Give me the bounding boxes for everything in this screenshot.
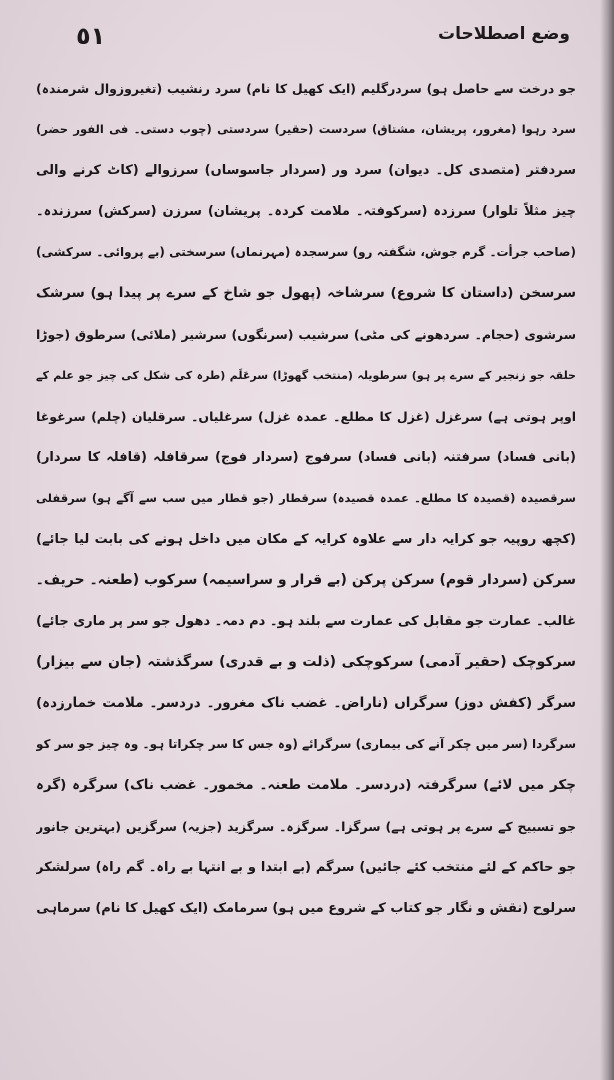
page-text [36, 68, 576, 929]
text-line: حلقہ جو زنجیر کے سرے پر ہو) سرطویلہ (منتخب گھوڑا) سرعَلَم (طرہ کی شکل کی چیز جو علم کے [36, 369, 576, 382]
text-line: (بانی فساد) سرفتنہ (بانی فساد) سرفوج (سردار فوج) سرقافلہ (قافلہ کا سردار) [36, 450, 576, 465]
text-line: اوپر ہوتی ہے) سرغزل (غزل کا مطلع۔ عمدہ غزل) سرغلیاں۔ سرقلیان (چلم) سرغوغا [36, 409, 576, 424]
running-head: وضع اصطلاحات [438, 24, 570, 44]
text-line: سرکن (سردار قوم) سرکن پرکن (بے قرار و سراسیمہ) سرکوب (طعنہ۔ حریف۔ [36, 572, 576, 588]
text-line: سرلوح (نقش و نگار جو کتاب کے شروع میں ہو) سرمامک (ایک کھیل کا نام) سرماہی [36, 901, 576, 916]
text-line: سرگر (کفش دوز) سرگراں (ناراض۔ غضب ناک مغرور۔ دردسر۔ ملامت خمارزدہ) [36, 695, 576, 711]
text-line: سرگردا (سر میں چکر آنے کی بیماری) سرگرائے (وہ جس کا سر چکراتا ہو۔ وہ چیز جو سر کو [36, 737, 576, 751]
text-line: جو تسبیح کے سرے پر ہوتی ہے) سرگزا۔ سرگزہ۔ سرگزید (جزیہ) سرگزیں (بہترین جانور [36, 819, 576, 834]
text-line: سرشوی (حجام۔ سردھونے کی مٹی) سرشیب (سرنگوں) سرشیر (ملائی) سرطوق (جوڑا [36, 327, 576, 342]
page-number: ٥١ [76, 22, 106, 50]
text-line: چیز مثلاً تلوار) سرزدہ (سرکوفتہ۔ ملامت کردہ۔ پریشان) سرزن (سرکش) سرزندہ۔ [36, 204, 576, 219]
text-line: جو حاکم کے لئے منتخب کئے جائیں) سرگم (بے ابتدا و بے انتہا بے راہ۔ گم راہ) سرلشکر [36, 860, 576, 875]
text-line: سرد رہوا (مغرور، پریشان، مشتاق) سردست (حقیر) سردستی (چوب دستی۔ فی الفور حضر) [36, 122, 576, 136]
text-line: (کچھ روپیہ جو کرایہ دار سے علاوہ کرایہ کے مکان میں داخل ہونے کی بابت لیا جائے) [36, 532, 576, 547]
text-line: چکر میں لائے) سرگرفتہ (دردسر۔ ملامت طعنہ۔ مخمور۔ غضب ناک) سرگرہ (گرہ [36, 777, 576, 793]
text-line: سرسخن (داستان کا شروع) سرشاخہ (پھول جو شاخ کے سرے پر پیدا ہو) سرشک [36, 285, 576, 301]
page-header [60, 18, 570, 54]
text-line: سرکوچک (حقیر آدمی) سرکوچکی (ذلت و بے قدری) سرگذشتہ (جان سے بیزار) [36, 654, 576, 670]
text-line: جو درخت سے حاصل ہو) سردرگلیم (ایک کھیل کا نام) سرد رنشیب (تغیروزوال شرمندہ) [36, 81, 576, 96]
text-line: (صاحب جرأت۔ گرم جوش، شگفتہ رو) سرسجدہ (مہرنماں) سرسختی (بے پروائی۔ سرکشی) [36, 245, 576, 259]
text-line: سرقصیدہ (قصیدہ کا مطلع۔ عمدہ قصیدہ) سرقطار (جو قطار میں سب سے آگے ہو) سرقفلی [36, 491, 576, 505]
text-line: سردفتر (متصدی کل۔ دیوان) سرد ور (سردار جاسوساں) سرزوالے (کاٹ کرنے والی [36, 163, 576, 178]
text-line: غالب۔ عمارت جو مقابل کی عمارت سے بلند ہو۔ دم دمہ۔ دھول جو سر پر ماری جائے) [36, 614, 576, 629]
